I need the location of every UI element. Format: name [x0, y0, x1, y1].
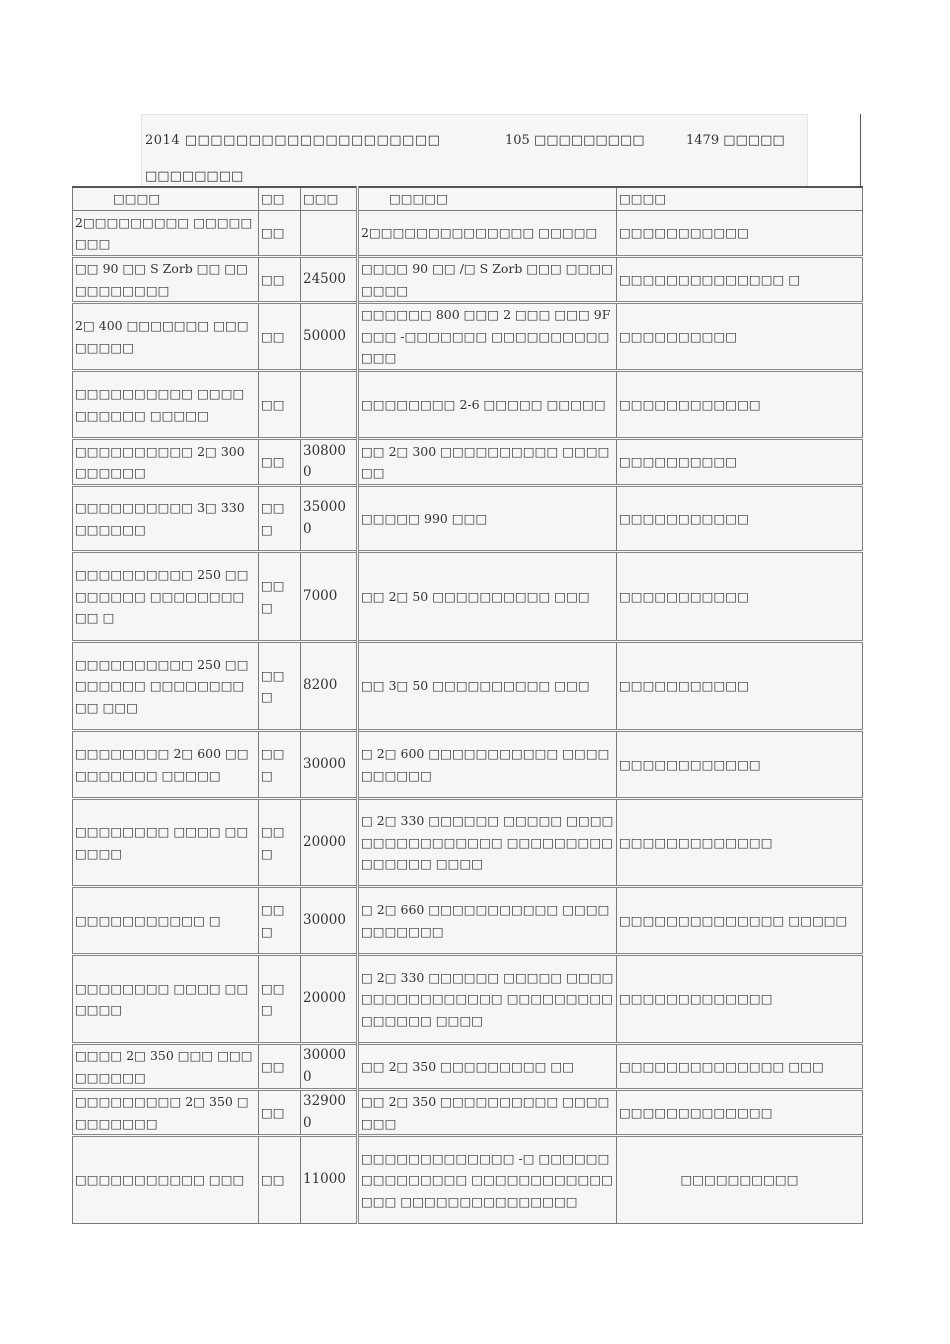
cell-amount: 50000 — [301, 303, 358, 371]
cell-name: □□□□ 2□ 350 □□□ □□□□□□□□□ — [73, 1044, 259, 1090]
cell-unit: □□ □ — [259, 731, 301, 799]
cell-name: □□□□□□□□□□ 3□ 330 □□□□□□ — [73, 486, 259, 552]
table-row — [73, 1044, 863, 1090]
header-rule — [860, 114, 861, 186]
cell-status: □□□□□□□□□□□□□□ □□□□□ — [617, 887, 863, 955]
cell-content: □□□□□□□□ 2-6 □□□□□ □□□□□ — [358, 371, 617, 439]
cell-name: □□□□□□□□□□□ □ — [73, 887, 259, 955]
header-text-2: 105 □□□□□□□□□ — [505, 133, 645, 148]
cell-amount: 24500 — [301, 257, 358, 303]
cell-status: □□□□□□□□□□□ — [617, 486, 863, 552]
table-row — [73, 1136, 863, 1224]
cell-unit: □□ — [259, 439, 301, 486]
table-row — [73, 955, 863, 1044]
col-header-amount: □□□ — [301, 187, 358, 211]
table-row — [73, 211, 863, 257]
table-row — [73, 799, 863, 887]
cell-name: □□□□□□□□□□□ □□□ — [73, 1136, 259, 1224]
cell-content: 2□□□□□□□□□□□□□□ □□□□□ — [358, 211, 617, 257]
cell-name: □□□□□□□□ □□□□ □□□□□□ — [73, 955, 259, 1044]
cell-content: □□ 2□ 50 □□□□□□□□□□ □□□ — [358, 552, 617, 642]
cell-unit: □□ □ — [259, 552, 301, 642]
cell-content: □ 2□ 330 □□□□□□ □□□□□ □□□□□□□□□□□□□□□□ □□□□□□□□□□□□□□□ □□□□ — [358, 955, 617, 1044]
cell-unit: □□ — [259, 1090, 301, 1136]
cell-status: □□□□□□□□□□ — [617, 439, 863, 486]
table-row — [73, 257, 863, 303]
cell-unit: □□ — [259, 371, 301, 439]
col-header-unit: □□ — [259, 187, 301, 211]
cell-status: □□□□□□□□□□□□□ — [617, 955, 863, 1044]
table-row — [73, 887, 863, 955]
cell-content: □□ 2□ 350 □□□□□□□□□ □□ — [358, 1044, 617, 1090]
cell-amount: 350000 — [301, 486, 358, 552]
cell-amount: 329000 — [301, 1090, 358, 1136]
cell-amount — [301, 211, 358, 257]
cell-unit: □□ — [259, 1044, 301, 1090]
table-row — [73, 486, 863, 552]
col-header-status: □□□□ — [617, 187, 863, 211]
cell-status: □□□□□□□□□□□ — [617, 211, 863, 257]
cell-amount: 7000 — [301, 552, 358, 642]
cell-status: □□□□□□□□□□□□□□ □ — [617, 257, 863, 303]
table-row — [73, 1090, 863, 1136]
table-row — [73, 371, 863, 439]
cell-unit: □□ — [259, 1136, 301, 1224]
document-header — [141, 114, 808, 186]
cell-unit: □□ □ — [259, 799, 301, 887]
table-row — [73, 731, 863, 799]
cell-status: □□□□□□□□□□□ — [617, 552, 863, 642]
cell-amount: 20000 — [301, 955, 358, 1044]
cell-status: □□□□□□□□□□□□□□ □□□ — [617, 1044, 863, 1090]
cell-name: □□□□□□□□ □□□□ □□□□□□ — [73, 799, 259, 887]
cell-name: □□□□□□□□□ 2□ 350 □□□□□□□□ — [73, 1090, 259, 1136]
cell-unit: □□ □ — [259, 887, 301, 955]
project-table — [72, 186, 863, 1224]
cell-content: □ 2□ 600 □□□□□□□□□□□ □□□□□□□□□□ — [358, 731, 617, 799]
cell-name: □□□□□□□□□□ 250 □□□□□□□□ □□□□□□□□□□ □□□ — [73, 642, 259, 731]
cell-content: □ 2□ 660 □□□□□□□□□□□ □□□□□□□□□□□ — [358, 887, 617, 955]
cell-status: □□□□□□□□□□□□ — [617, 731, 863, 799]
header-text-1: 2014 □□□□□□□□□□□□□□□□□□□□ — [145, 133, 441, 148]
cell-unit: □□ — [259, 257, 301, 303]
col-header-content: □□□□□ — [358, 187, 617, 211]
cell-unit: □□ □ — [259, 955, 301, 1044]
cell-name: 2□□□□□□□□□ □□□□□□□□ — [73, 211, 259, 257]
cell-status: □□□□□□□□□□ — [617, 303, 863, 371]
cell-amount — [301, 371, 358, 439]
cell-content: □ 2□ 330 □□□□□□ □□□□□ □□□□□□□□□□□□□□□□ □□□□□□□□□□□□□□□ □□□□ — [358, 799, 617, 887]
cell-content: □□□□ 90 □□ /□ S Zorb □□□ □□□□□□□□ — [358, 257, 617, 303]
cell-status: □□□□□□□□□□□□□ — [617, 1090, 863, 1136]
cell-amount: 20000 — [301, 799, 358, 887]
cell-content: □□ 2□ 300 □□□□□□□□□□ □□□□□□ — [358, 439, 617, 486]
table-row — [73, 439, 863, 486]
table-row — [73, 642, 863, 731]
cell-status: □□□□□□□□□□□□□ — [617, 799, 863, 887]
col-header-name: □□□□ — [73, 187, 259, 211]
cell-content: □□□□□□□□□□□□□ -□ □□□□□□□□□□□□□□□ □□□□□□□□□□□□□□□ □□□□□□□□□□□□□□□ — [358, 1136, 617, 1224]
cell-name: □□□□□□□□□□ 2□ 300 □□□□□□ — [73, 439, 259, 486]
cell-name: □□□□□□□□□□ □□□□□□□□□□ □□□□□ — [73, 371, 259, 439]
cell-content: □□ 2□ 350 □□□□□□□□□□ □□□□□□□ — [358, 1090, 617, 1136]
cell-amount: 30000 — [301, 887, 358, 955]
cell-amount: 300000 — [301, 1044, 358, 1090]
cell-name: □□□□□□□□□□ 250 □□□□□□□□ □□□□□□□□□□ □ — [73, 552, 259, 642]
cell-status: □□□□□□□□□□□□ — [617, 371, 863, 439]
cell-content: □□□□□□ 800 □□□ 2 □□□ □□□ 9F □□□ -□□□□□□□ □□□□□□□□□□□□□ — [358, 303, 617, 371]
cell-amount: 308000 — [301, 439, 358, 486]
cell-content: □□□□□ 990 □□□ — [358, 486, 617, 552]
table-row — [73, 552, 863, 642]
cell-name: □□ 90 □□ S Zorb □□ □□□□□□□□□□ — [73, 257, 259, 303]
cell-unit: □□ — [259, 303, 301, 371]
cell-content: □□ 3□ 50 □□□□□□□□□□ □□□ — [358, 642, 617, 731]
cell-amount: 8200 — [301, 642, 358, 731]
cell-unit: □□ — [259, 211, 301, 257]
cell-name: 2□ 400 □□□□□□□ □□□□□□□□ — [73, 303, 259, 371]
header-text-3: 1479 □□□□□ — [686, 133, 785, 148]
cell-status: □□□□□□□□□□ — [617, 1136, 863, 1224]
cell-name: □□□□□□□□ 2□ 600 □□□□□□□□□ □□□□□ — [73, 731, 259, 799]
table-row — [73, 303, 863, 371]
cell-unit: □□ □ — [259, 486, 301, 552]
cell-status: □□□□□□□□□□□ — [617, 642, 863, 731]
cell-unit: □□ □ — [259, 642, 301, 731]
cell-amount: 30000 — [301, 731, 358, 799]
header-text-4: □□□□□□□□ — [145, 169, 244, 184]
cell-amount: 11000 — [301, 1136, 358, 1224]
table-header-row — [73, 187, 863, 211]
